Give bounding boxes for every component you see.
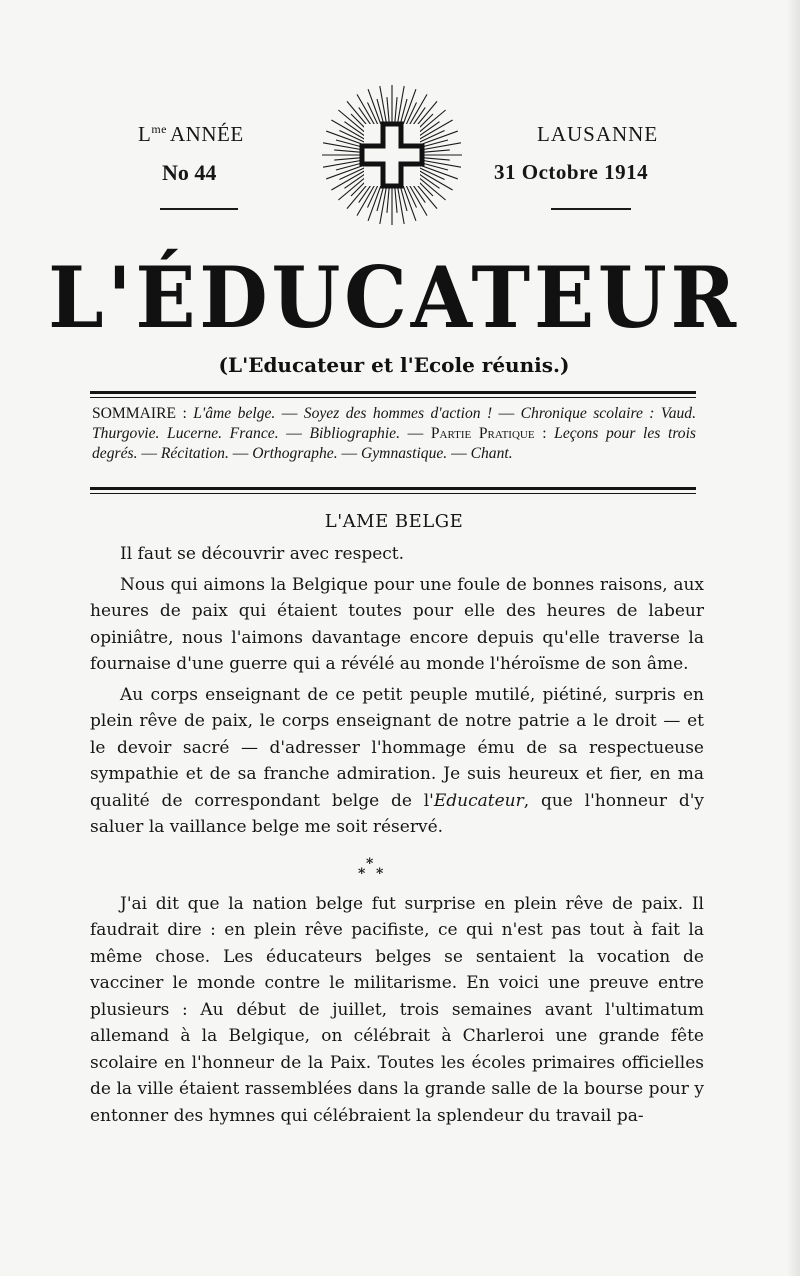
city: LAUSANNE (537, 122, 659, 146)
journal-subtitle: (L'Educateur et l'Ecole réunis.) (218, 353, 570, 377)
toc-section: Partie Pratique : (430, 425, 547, 442)
toc-item: L'âme belge. (193, 405, 276, 422)
double-rule-bottom (90, 487, 696, 490)
page-edge-shadow (786, 0, 800, 1276)
paragraph: J'ai dit que la nation belge fut surprise en plein rêve de paix. Il faudrait dire : en plein rêve pacifiste, ce qui n'est pas tout à fait la même chose. Les éducateurs belges se sentaient la vocation de vacciner le monde contre le militarisme. En voici une preuve entre plusieurs : Au début de juillet, trois semaines avant l'ultimatum allemand à la Belgique, on célébrait à Charleroi une grande fête scolaire en l'honneur de la Paix. Toutes les écoles primaires officielles de la ville étaient rassemblées dans la grande salle de la bourse pour y entonner des hymnes qui célébraient la splendeur du travail pa- (90, 893, 704, 1126)
article-title: L'AME BELGE (324, 511, 464, 532)
article-body (90, 541, 704, 1135)
issue-date: 31 Octobre 1914 (494, 160, 649, 184)
asterism-divider: * * * (358, 855, 384, 882)
toc-item: Chant. (470, 445, 513, 462)
journal-title: L'ÉDUCATEUR (48, 248, 740, 347)
double-rule-top (90, 391, 696, 394)
toc-item: Gymnastique. (361, 445, 448, 462)
left-divider (160, 208, 238, 210)
volume-year: $L^{me}$ ANNÉE (138, 122, 244, 146)
right-divider (551, 208, 631, 210)
paragraph: Il faut se découvrir avec respect. (120, 544, 405, 564)
toc-item: Orthographe. (252, 445, 338, 462)
paragraph: Nous qui aimons la Belgique pour une foule de bonnes raisons, aux heures de paix qui étaient toutes pour elle des heures de labeur opiniâtre, nous l'aimons davantage encore depuis qu'elle traverse la fournaise d'une guerre qui a révélé au monde l'héroïsme de son âme. (90, 574, 704, 674)
table-of-contents: SOMMAIRE : L'âme belge. — Soyez des hommes d'action ! — Chronique scolaire : Vaud. Thurgovie. Lucerne. France. — Bibliographie. — Partie Pratique : Leçons pour les trois degrés. — Récitation. — Orthographe. — Gymnastique. — Chant. (92, 405, 697, 462)
journal-name-italic: Educateur (433, 790, 524, 811)
issue-number: No 44 (162, 160, 217, 185)
paragraph: Au corps enseignant de ce petit peuple mutilé, piétiné, surpris en plein rêve de paix, le corps enseignant de notre patrie a le droit — et le devoir sacré — d'adresser l'hommage ému de sa respectueuse sympathie et de sa franche admiration. Je suis heureux et fier, en ma qualité de correspondant belge de l'Educateur, que l'honneur d'y saluer la vaillance belge me soit réservé. (90, 684, 704, 837)
toc-item: Leçons pour les trois degrés. (92, 425, 697, 462)
toc-item: Bibliographie. (309, 425, 400, 442)
swiss-cross-sunburst-emblem (319, 82, 465, 228)
toc-item: Récitation. (160, 445, 229, 462)
sommaire-label: SOMMAIRE : (92, 405, 194, 422)
toc-item: Soyez des hommes d'action ! (303, 405, 493, 422)
toc-item: Chronique scolaire : Vaud. Thurgovie. Lucerne. France. (92, 405, 697, 442)
